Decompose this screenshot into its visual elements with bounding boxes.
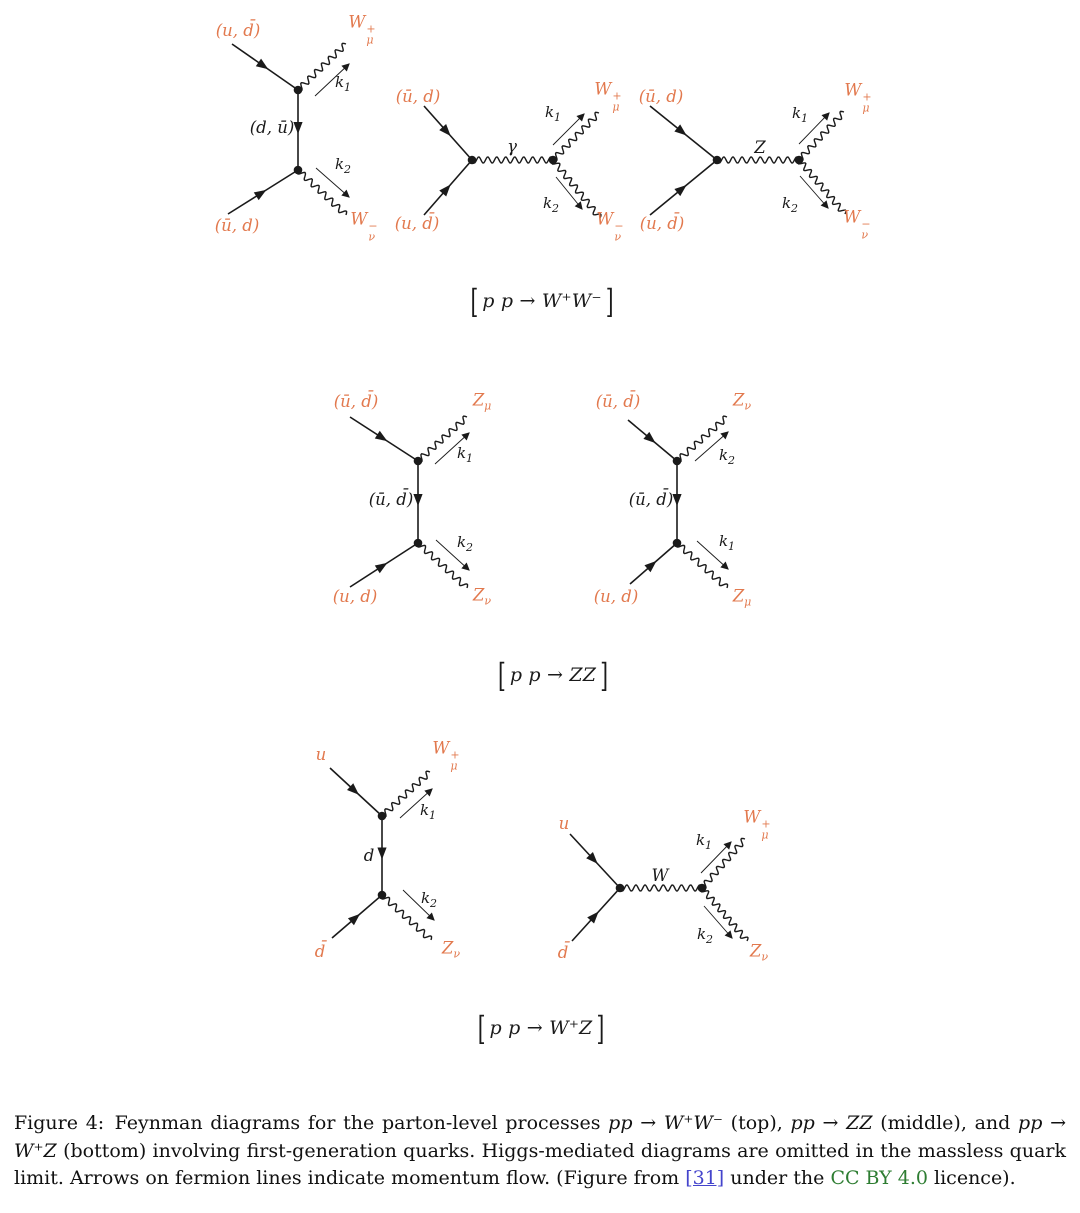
momentum-k2-label: $k_2$	[420, 889, 438, 910]
vertex-dot	[414, 539, 423, 548]
caption-math-wz: pp → W⁺Z	[14, 1112, 1066, 1162]
caption-text: (bottom) involving first-generation quarks. Higgs-mediated diagrams are omitted in the massless quark limit. Arrows on fermion lines indicate momentum flow. (Figure from	[14, 1139, 1066, 1189]
z-nu-label: $Z_\nu$	[472, 585, 492, 608]
fermion-line	[350, 417, 418, 461]
reference-link-31[interactable]: [31]	[685, 1167, 725, 1189]
in-quark-label: (u, d)	[593, 586, 639, 606]
process-label-wz: [ p p → W⁺Z ]	[477, 1008, 605, 1048]
w-minus-label: W − ν	[350, 209, 378, 244]
in-quark-label: u	[315, 744, 327, 764]
vertex-dot	[294, 166, 303, 175]
w-plus-label: W + μ	[743, 807, 771, 842]
vertex-dot	[673, 539, 682, 548]
fermion-line	[650, 160, 717, 215]
process-label-zz: [ p p → ZZ ]	[498, 655, 608, 695]
w-boson-label: W	[651, 865, 669, 885]
momentum-k2-label: $k_2$	[456, 533, 474, 554]
momentum-k2-label: $k_2$	[334, 155, 352, 176]
in-quark-label: (u, d̄)	[639, 213, 685, 233]
vertex-dot	[414, 457, 423, 466]
boson-propagator-line	[620, 885, 702, 891]
caption-figure-number: Figure 4:	[14, 1112, 105, 1134]
propagator-label: (ū, d̄)	[368, 489, 414, 509]
z-nu-label: $Z_\nu$	[749, 941, 769, 964]
z-mu-label: $Z_\mu$	[472, 390, 492, 413]
diagram-wz-t-channel	[330, 768, 437, 940]
vertex-dot	[549, 156, 558, 165]
in-quark-label: (u, d̄)	[394, 213, 440, 233]
momentum-arrow	[800, 176, 828, 208]
momentum-k1-label: $k_1$	[544, 103, 562, 124]
boson-propagator-line	[717, 157, 799, 163]
in-quark-label: (ū, d̄)	[333, 391, 379, 411]
vertex-dot	[616, 884, 625, 893]
caption-text: (middle), and	[872, 1112, 1019, 1134]
in-quark-label: d̄	[557, 942, 569, 962]
diagram-ww-s-channel-gamma	[424, 103, 601, 218]
in-quark-label: (ū, d)	[395, 86, 441, 106]
momentum-k2-label: $k_2$	[696, 925, 714, 946]
fermion-line	[570, 834, 620, 888]
vertex-dot	[468, 156, 477, 165]
vertex-dot	[795, 156, 804, 165]
z-nu-label: $Z_\nu$	[732, 390, 752, 413]
fermion-line	[228, 170, 298, 214]
momentum-k1-label: $k_1$	[791, 104, 809, 125]
caption-text: (top),	[722, 1112, 791, 1134]
boson-propagator-line	[472, 157, 553, 163]
in-quark-label: (u, d)	[332, 586, 378, 606]
z-mu-label: $Z_\mu$	[732, 586, 752, 609]
w-minus-label: W − ν	[596, 209, 624, 244]
fermion-line	[424, 160, 472, 215]
in-quark-label: (ū, d)	[638, 86, 684, 106]
w-plus-label: W + μ	[432, 738, 460, 773]
momentum-k2-label: $k_2$	[718, 446, 736, 467]
vertex-dot	[673, 457, 682, 466]
boson-wavy-line	[798, 160, 846, 214]
photon-label: γ	[507, 136, 517, 156]
fermion-line	[350, 543, 418, 587]
figure-caption	[14, 1110, 1066, 1193]
fermion-line	[330, 768, 382, 816]
propagator-label: d	[363, 845, 375, 865]
w-plus-label: W + μ	[348, 12, 376, 47]
boson-wavy-line	[297, 170, 346, 215]
in-quark-label: (ū, d̄)	[595, 391, 641, 411]
momentum-k2-label: $k_2$	[542, 194, 560, 215]
propagator-label: (d, ū)	[249, 117, 295, 137]
diagram-ww-s-channel-z	[650, 106, 846, 215]
vertex-dot	[713, 156, 722, 165]
w-minus-label: W − ν	[843, 207, 871, 242]
w-plus-label: W + μ	[844, 80, 872, 115]
propagator-label: (ū, d̄)	[628, 489, 674, 509]
fermion-line	[628, 420, 677, 461]
in-quark-label: (u, d̄)	[215, 20, 261, 40]
momentum-k1-label: $k_1$	[718, 532, 736, 553]
caption-math-zz: pp → ZZ	[790, 1112, 873, 1134]
process-label-ww: [ p p → W⁺W⁻ ]	[470, 281, 614, 321]
in-quark-label: u	[558, 813, 570, 833]
boson-wavy-line	[552, 160, 601, 218]
fermion-line	[232, 44, 298, 90]
fermion-line	[572, 888, 620, 941]
momentum-k1-label: $k_1$	[334, 73, 352, 94]
momentum-k1-label: $k_1$	[695, 831, 713, 852]
diagram-wz-s-channel-w	[570, 831, 748, 941]
z-boson-label: Z	[754, 137, 766, 157]
vertex-dot	[294, 86, 303, 95]
fermion-line	[650, 106, 717, 160]
fermion-line	[630, 543, 677, 584]
vertex-dot	[698, 884, 707, 893]
in-quark-label: d̄	[314, 941, 326, 961]
momentum-k1-label: $k_1$	[456, 444, 474, 465]
momentum-k1-label: $k_1$	[419, 801, 437, 822]
caption-text: licence).	[927, 1167, 1016, 1189]
vertex-dot	[378, 812, 387, 821]
in-quark-label: (ū, d)	[214, 215, 260, 235]
caption-math-ww: pp → W⁺W⁻	[608, 1112, 723, 1134]
fermion-line	[424, 106, 472, 160]
fermion-line	[332, 895, 382, 938]
cc-by-license-link[interactable]: CC BY 4.0	[830, 1167, 928, 1189]
caption-text: under the	[724, 1167, 831, 1189]
z-nu-label: $Z_\nu$	[441, 938, 461, 961]
vertex-dot	[378, 891, 387, 900]
momentum-k2-label: $k_2$	[781, 194, 799, 215]
caption-text: Feynman diagrams for the parton-level processes	[114, 1112, 609, 1134]
w-plus-label: W + μ	[594, 79, 622, 114]
